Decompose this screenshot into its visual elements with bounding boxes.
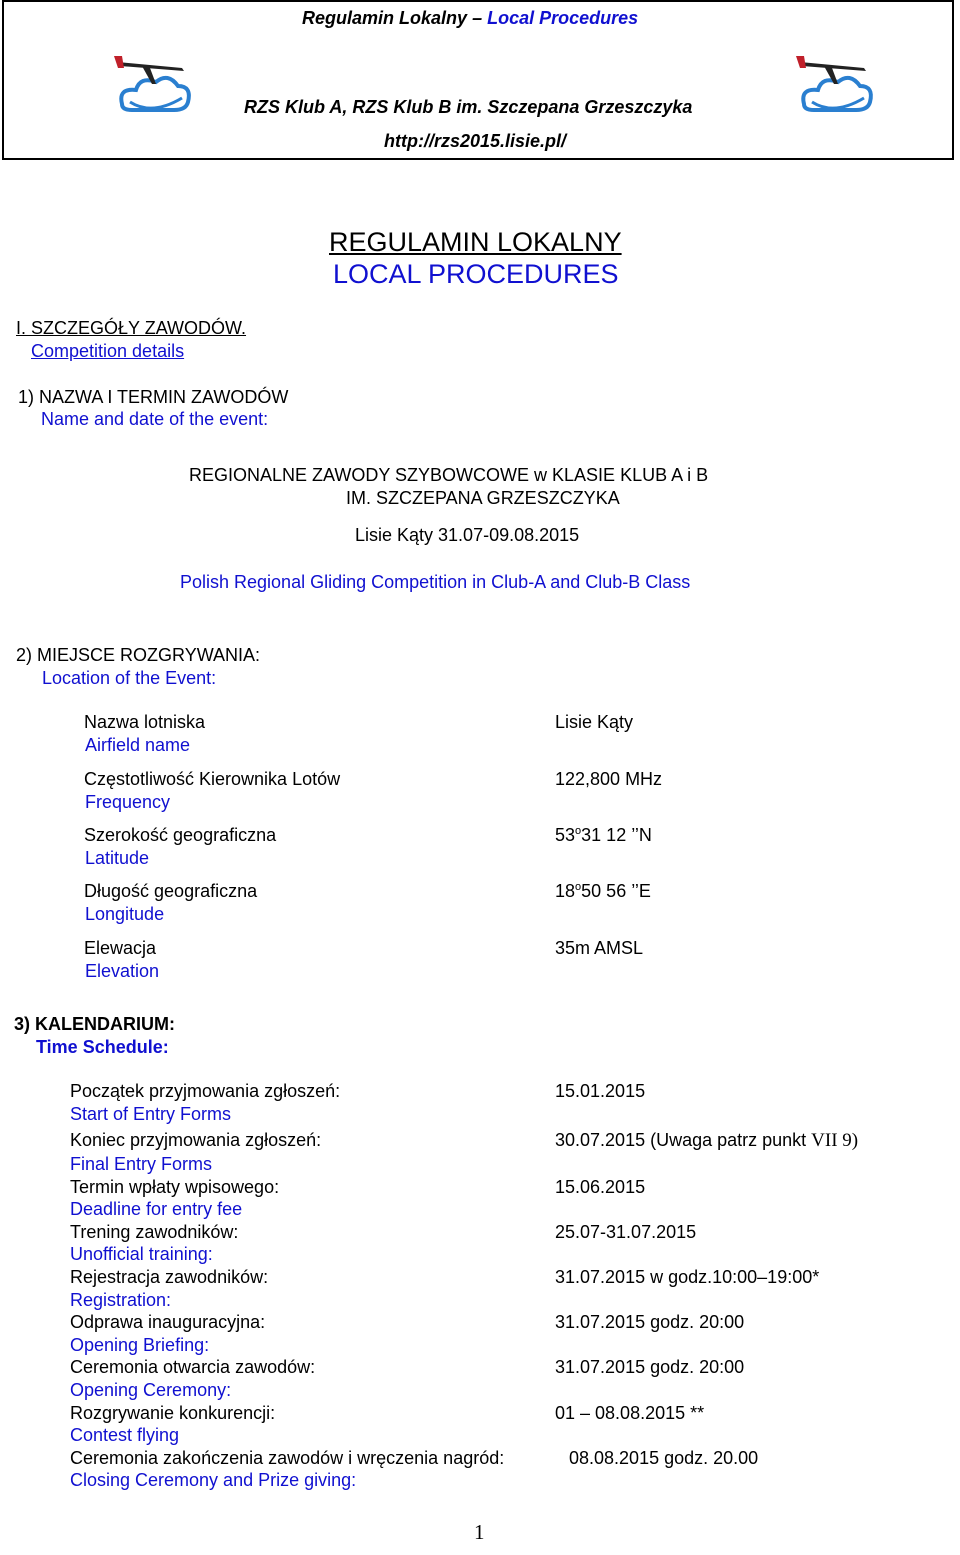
location-label-en: Latitude: [85, 848, 150, 868]
section1-heading-en: Competition details: [31, 341, 185, 361]
header-title-en: Local Procedures: [487, 8, 639, 28]
schedule-value: 15.01.2015: [555, 1081, 646, 1101]
location-label-pl: Szerokość geograficzna: [84, 825, 277, 845]
section1-heading-pl: I. SZCZEGÓŁY ZAWODÓW.: [16, 318, 247, 338]
section3-heading-pl: 3) KALENDARIUM:: [14, 1014, 175, 1034]
doc-title-pl: REGULAMIN LOKALNY: [329, 227, 622, 257]
header-title-dash: –: [472, 8, 483, 28]
schedule-label-pl: Trening zawodników:: [70, 1222, 239, 1242]
location-label-en: Longitude: [85, 904, 165, 924]
item1-heading-en: Name and date of the event:: [41, 409, 269, 429]
location-value: 18$^o$50 56 ’’E: [555, 881, 651, 901]
section2-heading-pl: 2) MIEJSCE ROZGRYWANIA:: [16, 645, 261, 665]
location-label-en: Frequency: [85, 792, 171, 812]
doc-title-en: LOCAL PROCEDURES: [333, 259, 619, 289]
location-value: Lisie Kąty: [555, 712, 634, 732]
schedule-label-en: Start of Entry Forms: [70, 1104, 232, 1124]
location-label-en: Elevation: [85, 961, 160, 981]
header-title: [302, 8, 638, 29]
schedule-label-en: Opening Briefing:: [70, 1335, 210, 1355]
location-label-pl: Elewacja: [84, 938, 157, 958]
event-name-line1: REGIONALNE ZAWODY SZYBOWCOWE w KLASIE KLUB A i B: [189, 465, 709, 485]
header-box: [2, 0, 954, 160]
schedule-label-pl: Termin wpłaty wpisowego:: [70, 1177, 280, 1197]
club-logo-right: [794, 52, 876, 122]
header-url[interactable]: http://rzs2015.lisie.pl/: [384, 131, 567, 151]
schedule-value: 01 – 08.08.2015 **: [555, 1403, 705, 1423]
club-logo-left: [112, 52, 194, 122]
location-label-pl: Częstotliwość Kierownika Lotów: [84, 769, 341, 789]
schedule-value: 25.07-31.07.2015: [555, 1222, 697, 1242]
schedule-value: 31.07.2015 w godz.10:00–19:00*: [555, 1267, 820, 1287]
schedule-value: 08.08.2015 godz. 20.00: [569, 1448, 759, 1468]
schedule-label-pl: Rejestracja zawodników:: [70, 1267, 269, 1287]
section3-heading-en: Time Schedule:: [36, 1037, 169, 1057]
schedule-value: 31.07.2015 godz. 20:00: [555, 1357, 745, 1377]
header-title-pl: Regulamin Lokalny: [302, 8, 468, 28]
location-label-pl: Nazwa lotniska: [84, 712, 206, 732]
schedule-label-pl: Ceremonia zakończenia zawodów i wręczenia nagród:: [70, 1448, 505, 1468]
schedule-label-pl: Koniec przyjmowania zgłoszeń:: [70, 1130, 322, 1150]
schedule-value: 30.07.2015 (Uwaga patrz punkt VII 9): [555, 1130, 859, 1151]
item1-heading-pl: 1) NAZWA I TERMIN ZAWODÓW: [18, 387, 289, 407]
schedule-label-en: Final Entry Forms: [70, 1154, 213, 1174]
event-name-en: Polish Regional Gliding Competition in Club-A and Club-B Class: [180, 572, 691, 592]
schedule-label-pl: Ceremonia otwarcia zawodów:: [70, 1357, 316, 1377]
schedule-label-en: Registration:: [70, 1290, 172, 1310]
schedule-value: 15.06.2015: [555, 1177, 646, 1197]
event-place-date: Lisie Kąty 31.07-09.08.2015: [355, 525, 580, 545]
location-value: 53$^o$31 12 ’’N: [555, 825, 652, 845]
schedule-label-pl: Rozgrywanie konkurencji:: [70, 1403, 276, 1423]
schedule-label-en: Contest flying: [70, 1425, 180, 1445]
location-label-pl: Długość geograficzna: [84, 881, 258, 901]
header-club: RZS Klub A, RZS Klub B im. Szczepana Grzeszczyka: [244, 97, 693, 117]
schedule-label-en: Opening Ceremony:: [70, 1380, 232, 1400]
location-value: 122,800 MHz: [555, 769, 663, 789]
schedule-label-pl: Odprawa inauguracyjna:: [70, 1312, 266, 1332]
schedule-label-en: Unofficial training:: [70, 1244, 213, 1264]
schedule-label-en: Closing Ceremony and Prize giving:: [70, 1470, 357, 1490]
location-label-en: Airfield name: [85, 735, 191, 755]
schedule-value: 31.07.2015 godz. 20:00: [555, 1312, 745, 1332]
location-value: 35m AMSL: [555, 938, 644, 958]
schedule-label-en: Deadline for entry fee: [70, 1199, 243, 1219]
event-name-line2: IM. SZCZEPANA GRZESZCZYKA: [346, 488, 620, 508]
schedule-label-pl: Początek przyjmowania zgłoszeń:: [70, 1081, 341, 1101]
section2-heading-en: Location of the Event:: [42, 668, 217, 688]
page-number: 1: [474, 1520, 485, 1544]
